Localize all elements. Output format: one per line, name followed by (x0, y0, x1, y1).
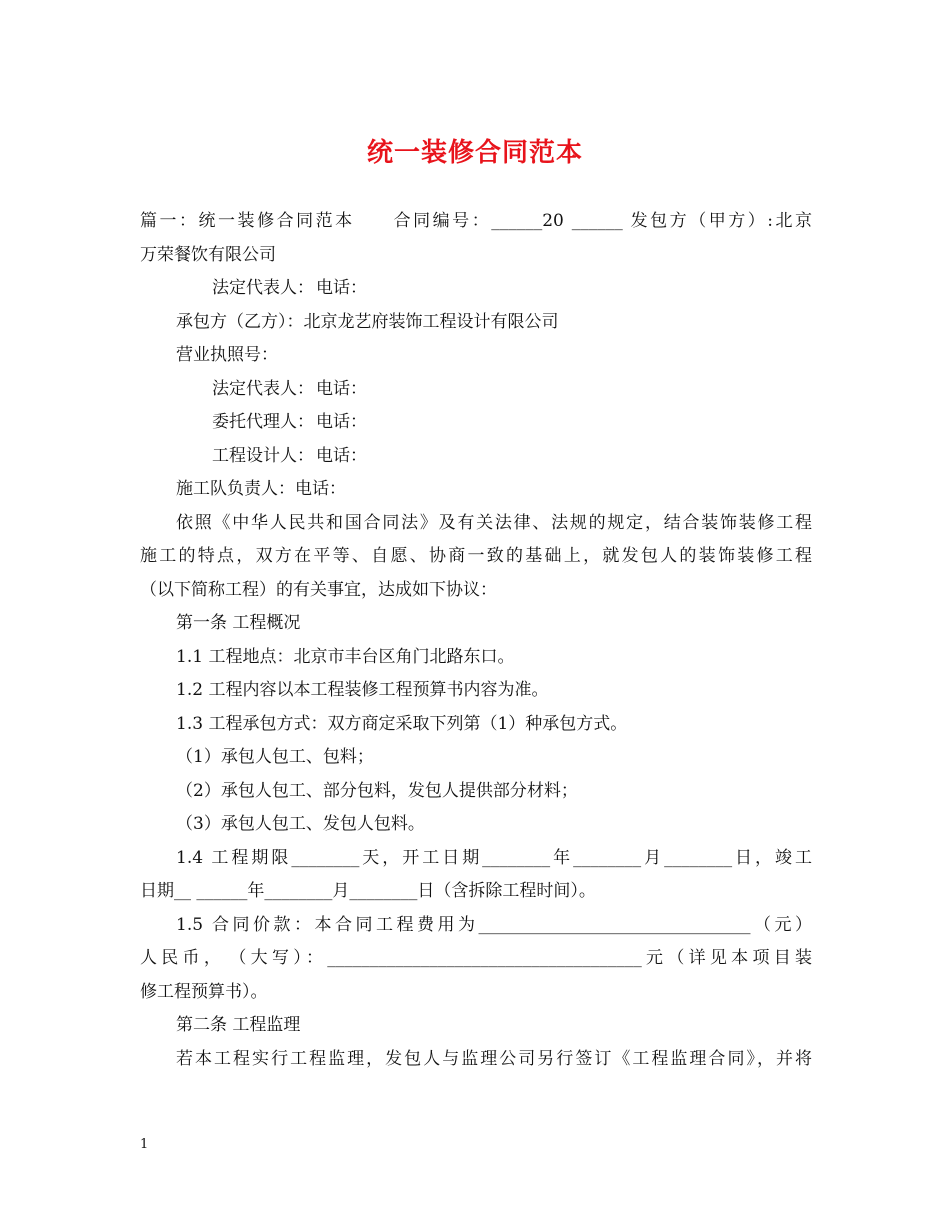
legal-rep2-label: 法定代表人： (212, 378, 314, 399)
legal-rep2-line (140, 373, 812, 407)
article-2-heading: 第二条 工程监理 (176, 1015, 301, 1035)
section-1-4-line1: 1.4 工程期限________天，开工日期________年________月________日，竣工 (176, 847, 812, 868)
article-1-heading: 第一条 工程概况 (176, 613, 301, 633)
section-1-1: 1.1 工程地点：北京市丰台区角门北路东口。 (176, 646, 515, 667)
team-leader-line: 施工队负责人：电话： (176, 479, 346, 499)
option-2: （2）承包人包工、部分包料，发包人提供部分材料； (176, 780, 578, 801)
section-1-5-line2: 人民币， （大写）：_____________________________________元（详见本项目装 (140, 948, 812, 968)
section-1-4-line2: 日期__ ______年________月________日（含拆除工程时间）。 (140, 881, 596, 901)
agent-line (140, 406, 812, 440)
designer-label: 工程设计人： (212, 445, 314, 466)
phone2-label: 电话： (316, 378, 367, 399)
license-line: 营业执照号： (176, 345, 278, 365)
document-body (140, 205, 812, 1076)
agent-label: 委托代理人： (212, 412, 314, 432)
legal-rep-line (140, 272, 812, 306)
phone4-label: 电话： (316, 445, 367, 466)
paragraph-header-line2: 万荣餐饮有限公司 (140, 244, 276, 265)
intro-line3: （以下简称工程）的有关事宜，达成如下协议： (140, 579, 497, 600)
phone-label: 电话： (316, 278, 367, 298)
section-2-line1: 若本工程实行工程监理，发包人与监理公司另行签订《工程监理合同》，并将 (176, 1048, 812, 1069)
designer-line (140, 440, 812, 474)
document-title: 统一装修合同范本 (366, 138, 583, 168)
section-1-5-line3: 修工程预算书）。 (140, 981, 268, 1002)
legal-rep-label: 法定代表人： (212, 278, 314, 298)
section-1-3: 1.3 工程承包方式：双方商定采取下列第（1）种承包方式。 (176, 713, 628, 734)
contractor-line: 承包方（乙方）：北京龙艺府装饰工程设计有限公司 (176, 311, 559, 332)
phone3-label: 电话： (316, 412, 367, 432)
intro-line2: 施工的特点，双方在平等、自愿、协商一致的基础上，就发包人的装饰装修工程 (140, 546, 812, 566)
option-3: （3）承包人包工、发包人包料。 (176, 814, 425, 834)
paragraph-header-line1: 篇一：统一装修合同范本 合同编号：______20 ______ 发包方（甲方）:北京 (140, 211, 812, 231)
section-1-2: 1.2 工程内容以本工程装修工程预算书内容为准。 (176, 680, 549, 700)
page-number: 1 (140, 1137, 149, 1152)
intro-line1: 依照《中华人民共和国合同法》及有关法律、法规的规定，结合装饰装修工程 (176, 512, 812, 533)
option-1: （1）承包人包工、包料； (176, 747, 374, 767)
section-1-5-line1: 1.5 合同价款：本合同工程费用为________________________________（元） (176, 914, 812, 935)
